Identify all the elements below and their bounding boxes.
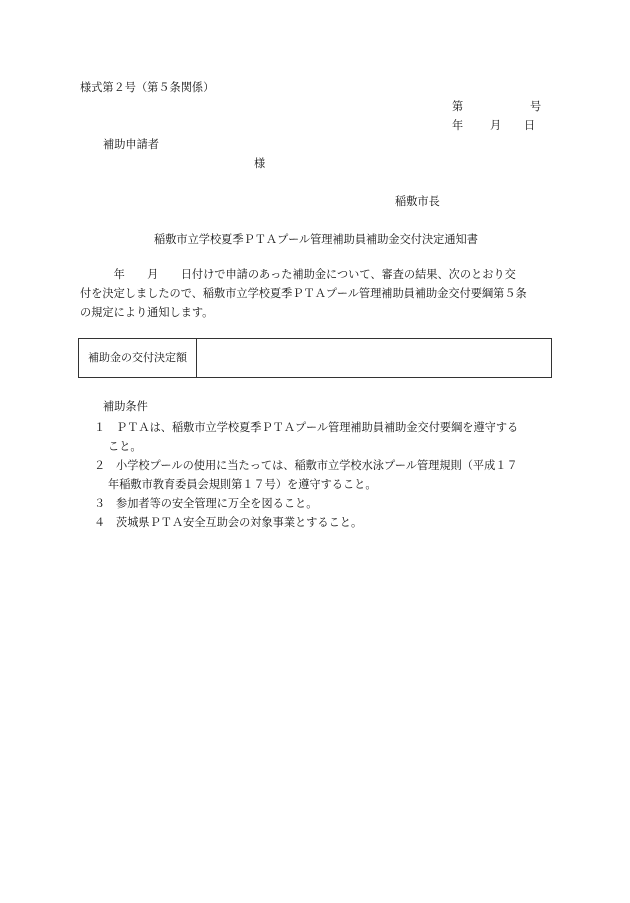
applicant-label: 補助申請者 bbox=[103, 138, 159, 151]
issuer-name: 稲敷市長 bbox=[395, 195, 440, 208]
grant-amount-label: 補助金の交付決定額 bbox=[79, 339, 197, 377]
condition-item bbox=[94, 418, 564, 456]
conditions-list bbox=[94, 418, 564, 532]
document-title: 稲敷市立学校夏季ＰＴＡプール管理補助員補助金交付決定通知書 bbox=[154, 233, 478, 246]
grant-amount-table bbox=[78, 338, 552, 378]
number-prefix: 第 bbox=[452, 100, 464, 113]
condition-number: ２ bbox=[94, 459, 106, 472]
condition-item bbox=[94, 513, 564, 532]
date-month: 月 bbox=[490, 119, 502, 132]
condition-text: 茨城県ＰＴＡ安全互助会の対象事業とすること。 bbox=[116, 516, 363, 529]
conditions-heading: 補助条件 bbox=[103, 400, 148, 413]
grant-amount-value bbox=[197, 339, 551, 377]
condition-number: １ bbox=[94, 421, 106, 434]
condition-item bbox=[94, 456, 564, 494]
condition-item bbox=[94, 494, 564, 513]
body-paragraph bbox=[80, 265, 555, 322]
body-line: の規定により通知します。 bbox=[80, 306, 214, 319]
condition-text: 小学校プールの使用に当たっては、稲敷市立学校水泳プール管理規則（平成１７ bbox=[116, 459, 518, 472]
condition-text-continued: こと。 bbox=[108, 440, 142, 453]
condition-text: 参加者等の安全管理に万全を図ること。 bbox=[116, 497, 318, 510]
date-year: 年 bbox=[452, 119, 464, 132]
honorific: 様 bbox=[254, 157, 266, 170]
form-number: 様式第２号（第５条関係） bbox=[80, 81, 215, 94]
condition-number: ３ bbox=[94, 497, 106, 510]
date-day: 日 bbox=[524, 119, 536, 132]
number-suffix: 号 bbox=[530, 100, 542, 113]
body-line: 付を決定しましたので、稲敷市立学校夏季ＰＴＡプール管理補助員補助金交付要綱第５条 bbox=[80, 287, 527, 300]
condition-text-continued: 年稲敷市教育委員会規則第１７号）を遵守すること。 bbox=[108, 478, 377, 491]
condition-number: ４ bbox=[94, 516, 106, 529]
condition-text: ＰＴＡは、稲敷市立学校夏季ＰＴＡプール管理補助員補助金交付要綱を遵守する bbox=[116, 421, 519, 434]
body-line: 年 月 日付けで申請のあった補助金について、審査の結果、次のとおり交 bbox=[80, 268, 516, 281]
